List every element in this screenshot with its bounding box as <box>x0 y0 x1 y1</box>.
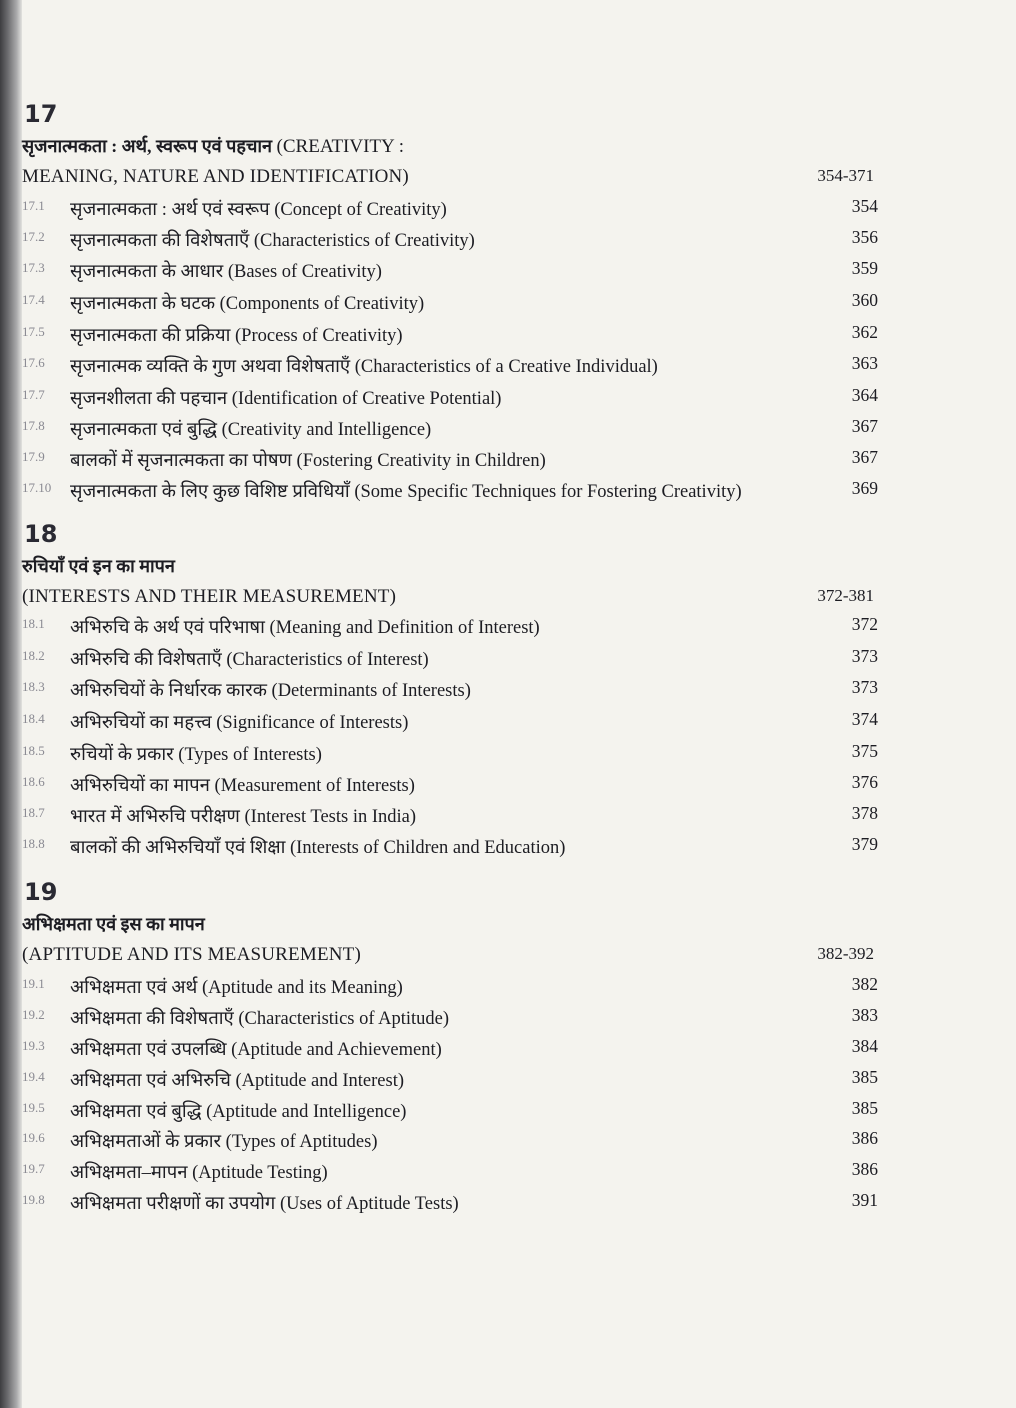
toc-entry[interactable] <box>22 385 878 413</box>
chapter-page-range: 382-392 <box>817 944 874 963</box>
toc-entry[interactable] <box>22 258 878 286</box>
entry-number: 19.6 <box>22 1130 45 1145</box>
entry-number: 17.2 <box>22 229 45 244</box>
toc-entry[interactable] <box>22 1067 878 1095</box>
entry-number: 19.1 <box>22 976 45 991</box>
toc-entry[interactable] <box>22 353 878 381</box>
chapter-english-title: (INTERESTS AND THEIR MEASUREMENT) <box>22 586 397 607</box>
entry-title: सृजनात्मकता के आधार (Bases of Creativity) <box>70 262 382 282</box>
entry-page: 386 <box>851 1128 878 1148</box>
entry-title: सृजनात्मकता के लिए कुछ विशिष्ट प्रविधियाँ (Some Specific Techniques for Fostering Creativity) <box>70 482 742 502</box>
entry-page: 385 <box>851 1067 878 1087</box>
toc-entry[interactable] <box>22 1098 878 1126</box>
entry-page: 373 <box>851 677 878 697</box>
entry-title: सृजनात्मकता की प्रक्रिया (Process of Creativity) <box>70 326 403 346</box>
entry-title: अभिक्षमता एवं बुद्धि (Aptitude and Intelligence) <box>70 1102 407 1122</box>
entry-number: 18.7 <box>22 805 45 820</box>
toc-entry[interactable] <box>22 196 878 224</box>
toc-entry[interactable] <box>22 290 878 318</box>
toc-entry[interactable] <box>22 646 878 674</box>
toc-entry[interactable] <box>22 803 878 831</box>
chapter-hindi-title-text: सृजनात्मकता : अर्थ, स्वरूप एवं पहचान <box>22 136 273 156</box>
chapter-hindi-title-text: अभिक्षमता एवं इस का मापन <box>22 914 205 934</box>
entry-number: 17.8 <box>22 418 45 433</box>
entry-title: अभिक्षमता परीक्षणों का उपयोग (Uses of Aptitude Tests) <box>70 1194 459 1214</box>
entry-title: अभिक्षमताओं के प्रकार (Types of Aptitudes) <box>70 1132 378 1152</box>
entry-number: 19.5 <box>22 1100 45 1115</box>
entry-page: 384 <box>851 1036 878 1056</box>
entry-page: 359 <box>851 258 878 278</box>
entry-title: बालकों में सृजनात्मकता का पोषण (Fostering Creativity in Children) <box>70 451 546 471</box>
entry-page: 362 <box>851 322 878 342</box>
chapter-english-title: MEANING, NATURE AND IDENTIFICATION) <box>22 166 409 187</box>
entry-page: 376 <box>851 772 878 792</box>
entry-title: अभिक्षमता–मापन (Aptitude Testing) <box>70 1163 328 1183</box>
entry-title: रुचियों के प्रकार (Types of Interests) <box>70 745 322 765</box>
entry-page: 354 <box>851 196 878 216</box>
entry-number: 18.8 <box>22 836 45 851</box>
toc-entry[interactable] <box>22 1159 878 1187</box>
entry-title: बालकों की अभिरुचियाँ एवं शिक्षा (Interests of Children and Education) <box>70 838 566 858</box>
entry-page: 364 <box>851 385 878 405</box>
entry-page: 360 <box>851 290 878 310</box>
entry-page: 383 <box>851 1005 878 1025</box>
entry-number: 18.3 <box>22 679 45 694</box>
entry-title: अभिरुचियों का मापन (Measurement of Interests) <box>70 776 415 796</box>
entry-title: सृजनात्मक व्यक्ति के गुण अथवा विशेषताएँ (Characteristics of a Creative Individual) <box>70 357 658 377</box>
entry-page: 378 <box>851 803 878 823</box>
entry-page: 374 <box>851 709 878 729</box>
entry-number: 17.1 <box>22 198 45 213</box>
entry-number: 17.7 <box>22 387 45 402</box>
toc-entry[interactable] <box>22 478 878 506</box>
entry-title: सृजनात्मकता की विशेषताएँ (Characteristics of Creativity) <box>70 231 475 251</box>
entry-page: 379 <box>851 834 878 854</box>
entry-page: 391 <box>851 1190 878 1210</box>
entry-number: 17.4 <box>22 292 45 307</box>
toc-entry[interactable] <box>22 227 878 255</box>
entry-page: 385 <box>851 1098 878 1118</box>
toc-entry[interactable] <box>22 1190 878 1218</box>
chapter-english-title: (APTITUDE AND ITS MEASUREMENT) <box>22 944 362 965</box>
entry-title: अभिरुचियों का महत्त्व (Significance of Interests) <box>70 713 409 733</box>
entry-page: 367 <box>851 416 878 436</box>
chapter-number: 19 <box>24 878 58 906</box>
toc-entry[interactable] <box>22 1128 878 1156</box>
entry-number: 18.2 <box>22 648 45 663</box>
chapter-hindi-title <box>22 554 175 578</box>
chapter-number: 17 <box>24 100 58 128</box>
entry-number: 18.4 <box>22 711 45 726</box>
entry-page: 363 <box>851 353 878 373</box>
entry-number: 18.6 <box>22 774 45 789</box>
entry-title: अभिक्षमता एवं अर्थ (Aptitude and its Meaning) <box>70 978 403 998</box>
entry-number: 19.4 <box>22 1069 45 1084</box>
entry-number: 19.2 <box>22 1007 45 1022</box>
entry-number: 17.10 <box>22 480 52 495</box>
entry-title: सृजनात्मकता : अर्थ एवं स्वरूप (Concept of Creativity) <box>70 200 447 220</box>
chapter-page-range: 372-381 <box>817 586 874 605</box>
entry-number: 18.1 <box>22 616 45 631</box>
toc-entry[interactable] <box>22 741 878 769</box>
chapter-hindi-title <box>22 912 205 936</box>
entry-page: 386 <box>851 1159 878 1179</box>
toc-entry[interactable] <box>22 974 878 1002</box>
toc-entry[interactable] <box>22 834 878 862</box>
chapter-number: 18 <box>24 520 58 548</box>
entry-number: 17.3 <box>22 260 45 275</box>
entry-number: 17.5 <box>22 324 45 339</box>
entry-title: सृजनात्मकता एवं बुद्धि (Creativity and Intelligence) <box>70 420 432 440</box>
entry-page: 382 <box>851 974 878 994</box>
entry-page: 372 <box>851 614 878 634</box>
toc-entry[interactable] <box>22 772 878 800</box>
toc-entry[interactable] <box>22 709 878 737</box>
entry-title: अभिक्षमता एवं अभिरुचि (Aptitude and Interest) <box>70 1071 405 1091</box>
entry-number: 19.8 <box>22 1192 45 1207</box>
entry-page: 373 <box>851 646 878 666</box>
entry-number: 17.6 <box>22 355 45 370</box>
entry-number: 17.9 <box>22 449 45 464</box>
toc-entry[interactable] <box>22 677 878 705</box>
chapter-english-title-start: (CREATIVITY : <box>276 136 405 157</box>
chapter-page-range: 354-371 <box>817 166 874 185</box>
toc-entry[interactable] <box>22 447 878 475</box>
entry-title: भारत में अभिरुचि परीक्षण (Interest Tests in India) <box>70 807 417 827</box>
toc-entry[interactable] <box>22 322 878 350</box>
toc-entry[interactable] <box>22 1036 878 1064</box>
entry-title: अभिक्षमता की विशेषताएँ (Characteristics of Aptitude) <box>70 1009 450 1029</box>
entry-number: 19.7 <box>22 1161 45 1176</box>
entry-number: 19.3 <box>22 1038 45 1053</box>
toc-entry[interactable] <box>22 1005 878 1033</box>
entry-title: सृजनात्मकता के घटक (Components of Creativity) <box>70 294 425 314</box>
chapter-hindi-title-text: रुचियाँ एवं इन का मापन <box>22 556 175 576</box>
entry-page: 367 <box>851 447 878 467</box>
entry-number: 18.5 <box>22 743 45 758</box>
entry-title: अभिरुचि के अर्थ एवं परिभाषा (Meaning and Definition of Interest) <box>70 618 540 638</box>
entry-page: 375 <box>851 741 878 761</box>
entry-page: 369 <box>851 478 878 498</box>
toc-entry[interactable] <box>22 416 878 444</box>
entry-page: 356 <box>851 227 878 247</box>
entry-title: सृजनशीलता की पहचान (Identification of Creative Potential) <box>70 389 502 409</box>
chapter-hindi-title <box>22 134 404 158</box>
entry-title: अभिरुचि की विशेषताएँ (Characteristics of Interest) <box>70 650 429 670</box>
toc-entry[interactable] <box>22 614 878 642</box>
entry-title: अभिरुचियों के निर्धारक कारक (Determinants of Interests) <box>70 681 471 701</box>
entry-title: अभिक्षमता एवं उपलब्धि (Aptitude and Achievement) <box>70 1040 442 1060</box>
